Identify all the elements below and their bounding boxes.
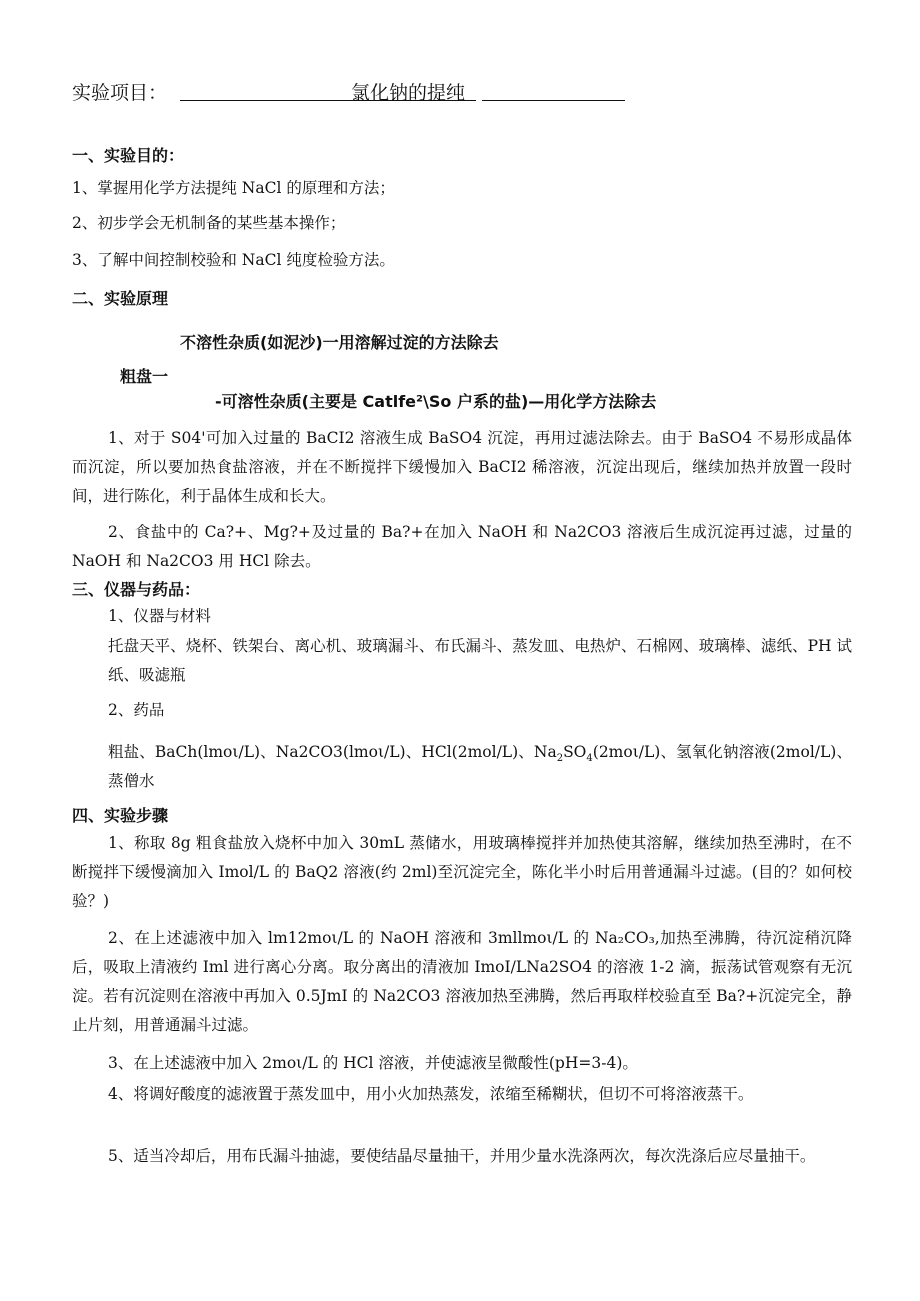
objective-item-2: 2、初步学会无机制备的某些基本操作； (72, 214, 346, 232)
reagents-part-d: SO (563, 743, 587, 761)
reagents-part-f: /L)、氢氧化钠溶液(2mol/L)、蒸僧水 (108, 743, 852, 790)
principle-paragraph-2: 2、食盐中的 Ca?+、Mg?+及过量的 Ba?+在加入 NaOH 和 Na2CO3 溶液后生成沉淀再过滤，过量的 NaOH 和 Na2CO3 用 HCl 除去。 (72, 523, 852, 570)
reagents-list (108, 738, 852, 796)
instruments-list: 托盘天平、烧杯、铁架台、离心机、玻璃漏斗、布氏漏斗、蒸发皿、电热炉、石棉网、玻璃棒、滤纸、PH 试纸、吸滤瓶 (108, 637, 852, 684)
reagents-part-a: 粗盐、BaCh(lmo (108, 743, 233, 761)
reagents-part-b: /L)、Na2CO3(lmo (238, 743, 378, 761)
procedure-step-3: 3、在上述滤液中加入 2moι/L 的 HCl 溶液，并使滤液呈微酸性(pH=3-4)。 (108, 1054, 638, 1072)
principle-branch-soluble: -可溶性杂质(主要是 Catlfe²\So 户系的盐)—用化学方法除去 (215, 392, 657, 411)
principle-branch-insoluble: 不溶性杂质(如泥沙)一用溶解过淀的方法除去 (180, 333, 499, 352)
principle-root: 粗盘一 (120, 367, 169, 386)
title-value: 氯化钠的提纯 (351, 82, 466, 104)
procedure-step-1: 1、称取 8g 粗食盐放入烧杯中加入 30mL 蒸储水，用玻璃棒搅拌并加热使其溶解，继续加热至沸时，在不断搅拌下缓慢滴加入 Imol/L 的 BaQ2 溶液(约 2ml)至沉淀完全，陈化半小时后用普通漏斗过滤。(目的？如何校验？) (72, 834, 852, 910)
reagents-subheading: 2、药品 (108, 701, 165, 719)
procedure-step-5: 5、适当冷却后，用布氏漏斗抽滤，要使结晶尽量抽干，并用少量水洗涤两次，每次洗涤后应尽量抽干。 (108, 1147, 816, 1165)
reagents-subscript-2: 2 (556, 753, 564, 765)
title-label: 实验项目： (72, 82, 168, 104)
section1-heading: 一、实验目的： (72, 146, 185, 165)
procedure-step-4: 4、将调好酸度的滤液置于蒸发皿中，用小火加热蒸发，浓缩至稀糊状，但切不可将溶液蒸干。 (108, 1085, 754, 1103)
instruments-subheading: 1、仪器与材料 (108, 607, 211, 625)
reagents-subscript-4: 4 (586, 753, 593, 765)
title-underline-right (482, 76, 625, 101)
principle-paragraph-1: 1、对于 S04'可加入过量的 BaCI2 溶液生成 BaSO4 沉淀，再用过滤法除去。由于 BaSO4 不易形成晶体而沉淀，所以要加热食盐溶液，并在不断搅拌下缓慢加入 BaCI2 稀溶液，沉淀出现后，继续加热并放置一段时间，进行陈化，利于晶体生成和长大。 (72, 429, 852, 505)
reagents-ell-2: ι (377, 743, 385, 761)
reagents-part-c: /L)、HCl(2mol/L)、Na (384, 743, 557, 761)
reagents-ell-1: ι (232, 743, 239, 761)
objective-item-1: 1、掌握用化学方法提纯 NaCl 的原理和方法； (72, 179, 395, 197)
section4-heading: 四、实验步骤 (72, 806, 169, 825)
procedure-step-2: 2、在上述滤液中加入 lm12moι/L 的 NaOH 溶液和 3mllmoι/L 的 Na₂CO₃,加热至沸腾，待沉淀稍沉降后，吸取上清液约 Iml 进行离心分离。取分离出的清液加 ImoI/LNa2SO4 的溶液 1-2 滴，振荡试管观察有无沉淀。若有沉淀则在溶液中再加入 0.5JmI 的 Na2CO3 溶液加热至沸腾，然后再取样校验直至 Ba?+沉淀完全，静止片刻，用普通漏斗过滤。 (72, 929, 852, 1034)
section2-heading: 二、实验原理 (72, 289, 169, 308)
experiment-title-line (72, 76, 632, 106)
objective-item-3: 3、了解中间控制校验和 NaCl 纯度检验方法。 (72, 251, 395, 269)
reagents-ell-3: ι (632, 743, 639, 761)
section3-heading: 三、仪器与药品： (72, 580, 201, 599)
reagents-part-e: (2mo (592, 743, 633, 761)
